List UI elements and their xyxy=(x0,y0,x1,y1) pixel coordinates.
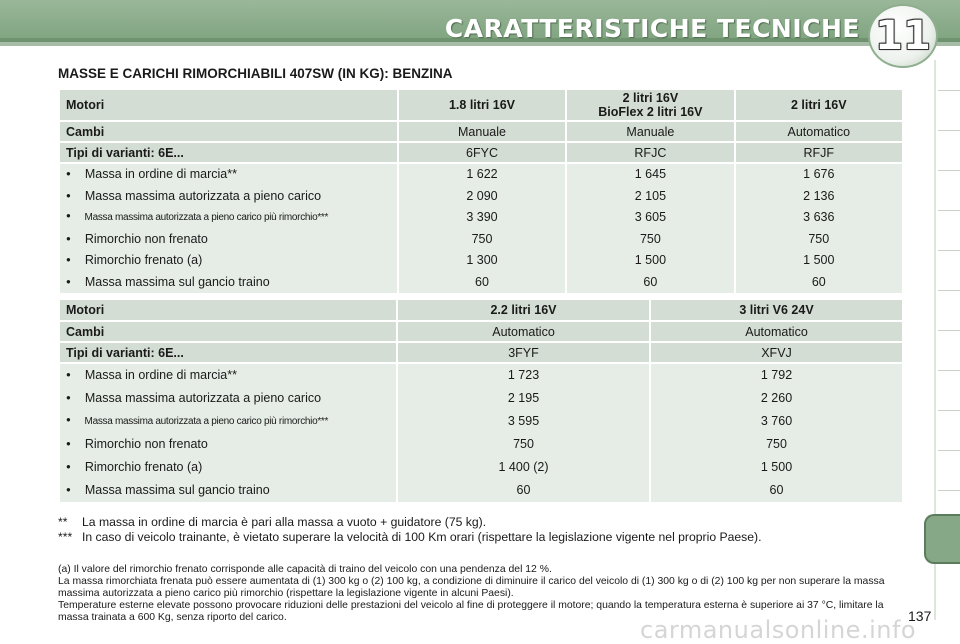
list-item: ● Massa massima autorizzata a pieno carico più rimorchio*** xyxy=(66,207,391,229)
watermark: carmanualsonline.info xyxy=(640,616,917,644)
cambi-row: Cambi Manuale Manuale Automatico xyxy=(60,122,902,141)
spec-table-2 xyxy=(58,298,904,504)
list-item: ● Rimorchio non frenato xyxy=(66,229,391,251)
list-item: ● Rimorchio frenato (a) xyxy=(66,456,390,479)
motori-label: Motori xyxy=(60,90,397,120)
mass-data-block: ● Massa in ordine di marcia** ● Massa massima autorizzata a pieno carico ● Massa massima autorizzata a pieno carico più rimorchio*** ● Rimorchio non frenato ● Rimorchio frenato (a) ● Massa massima sul gancio traino 1 723 2 195 3 595 750 1 400 (2) 60 1 792 2 260 3 760 750 1 500 60 xyxy=(60,364,902,502)
engine-col-3: 2 litri 16V xyxy=(736,90,902,120)
list-item: ● Rimorchio non frenato xyxy=(66,433,390,456)
footnote-speed: In caso di veicolo trainante, è vietato superare la velocità di 100 Km orari (rispettare la legislazione vigente nel proprio Paese). xyxy=(82,530,762,544)
mass-labels xyxy=(60,164,397,293)
list-item: ● Rimorchio frenato (a) xyxy=(66,250,391,272)
note-braked-mass: La massa rimorchiata frenata può essere aumentata di (1) 300 kg o (2) 100 kg, a condizione di diminuire il carico del veicolo di (1) 300 kg o di (2) 100 kg per non superare la massa massima autorizzata a pieno carico più rimorchio (rispettare la legislazione vigente in alcuni Paesi). xyxy=(58,576,885,599)
engines-row: Motori 2.2 litri 16V 3 litri V6 24V xyxy=(60,300,902,320)
spec-table-1 xyxy=(58,88,904,295)
engine-col-2: 2 litri 16V BioFlex 2 litri 16V xyxy=(567,90,733,120)
list-item: ● Massa massima sul gancio traino xyxy=(66,479,390,502)
section-title: MASSE E CARICHI RIMORCHIABILI 407SW (IN KG): BENZINA xyxy=(58,66,453,81)
footnotes: ** La massa in ordine di marcia è pari alla massa a vuoto + guidatore (75 kg). *** In caso di veicolo trainante, è vietato superare la velocità di 100 Km orari (rispettare la legislazione vigente nel proprio Paese). xyxy=(58,515,904,545)
page-number: 137 xyxy=(908,608,932,624)
footnote-mass: La massa in ordine di marcia è pari alla massa a vuoto + guidatore (75 kg). xyxy=(82,515,487,529)
list-item: ● Massa massima sul gancio traino xyxy=(66,272,391,294)
list-item: ● Massa in ordine di marcia** xyxy=(66,164,391,186)
note-a: (a) Il valore del rimorchio frenato corrisponde alle capacità di traino del veicolo con una pendenza del 12 %. xyxy=(58,564,552,575)
mass-data-block: ● Massa in ordine di marcia** ● Massa massima autorizzata a pieno carico ● Massa massima autorizzata a pieno carico più rimorchio*** ● Rimorchio non frenato ● Rimorchio frenato (a) ● Massa massima sul gancio traino 1 622 2 090 3 390 750 1 300 60 1 645 2 105 3 605 750 1 500 60 1 676 2 136 3 636 750 1 500 60 xyxy=(60,164,902,293)
cambi-row: Cambi Automatico Automatico xyxy=(60,322,902,341)
chapter-title: CARATTERISTICHE TECNICHE xyxy=(444,14,860,43)
notes xyxy=(58,564,904,624)
varianti-row: Tipi di varianti: 6E... 6FYC RFJC RFJF xyxy=(60,143,902,162)
engine-col-1: 1.8 litri 16V xyxy=(399,90,565,120)
list-item: ● Massa in ordine di marcia** xyxy=(66,364,390,387)
chapter-number-badge: 11 xyxy=(868,4,938,68)
mass-labels xyxy=(60,364,396,502)
list-item: ● Massa massima autorizzata a pieno carico xyxy=(66,387,390,410)
list-item: ● Massa massima autorizzata a pieno carico più rimorchio*** xyxy=(66,410,390,433)
note-temperature: Temperature esterne elevate possono provocare riduzioni delle prestazioni del veicolo al fine di proteggere il motore; quando la temperatura esterna è superiore ai 37 °C, limitare la massa trainata a 600 Kg, senza riporto del carico. xyxy=(58,600,884,623)
active-section-tab[interactable] xyxy=(924,514,960,564)
varianti-row: Tipi di varianti: 6E... 3FYF XFVJ xyxy=(60,343,902,362)
list-item: ● Massa massima autorizzata a pieno carico xyxy=(66,186,391,208)
engines-row xyxy=(60,90,902,120)
